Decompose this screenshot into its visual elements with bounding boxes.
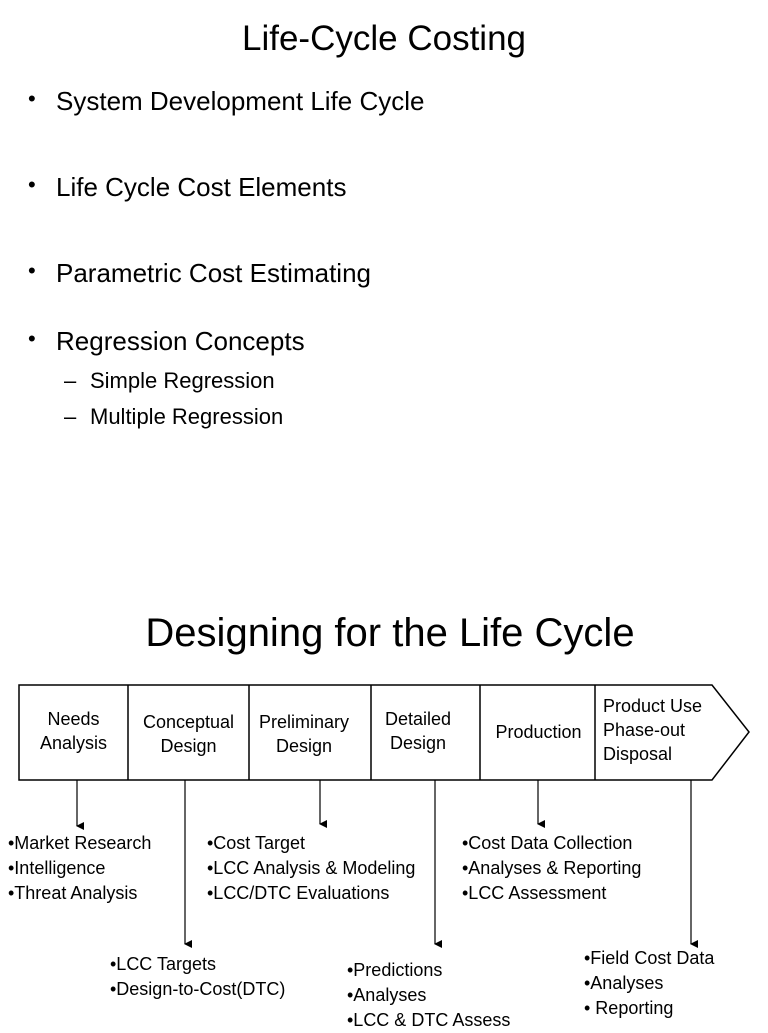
list-item: •Predictions — [347, 960, 443, 980]
list-item: •Field Cost Data — [584, 948, 715, 968]
list-item: •LCC Analysis & Modeling — [207, 858, 416, 878]
sub-bullet-dash: – — [64, 368, 77, 393]
notes-needs-analysis — [8, 831, 151, 906]
bullet-text: Parametric Cost Estimating — [56, 258, 371, 288]
bullet-dot: • — [28, 172, 36, 197]
bullet-dot: • — [28, 326, 36, 351]
list-item: •Analyses — [584, 973, 664, 993]
bullet-dot: • — [28, 258, 36, 283]
list-item: •Cost Target — [207, 833, 306, 853]
phase-preliminary-design: Preliminary Design — [258, 712, 350, 756]
sub-bullet-dash: – — [64, 404, 77, 429]
list-item: •Analyses & Reporting — [462, 858, 642, 878]
notes-conceptual-design — [110, 952, 285, 1002]
phase-production: Production — [495, 722, 582, 742]
slide-1-title: Life-Cycle Costing — [242, 19, 526, 58]
phase-product-use: Product Use Phase-out Disposal — [603, 696, 703, 764]
phase-needs-analysis: Needs Analysis — [39, 709, 108, 753]
list-item: •Analyses — [347, 985, 427, 1005]
phase-detailed-design: Detailed Design — [384, 709, 452, 753]
list-item: •Intelligence — [8, 858, 106, 878]
list-item: •Threat Analysis — [8, 883, 138, 903]
list-item: •LCC & DTC Assess — [347, 1010, 511, 1030]
list-item: •Design-to-Cost(DTC) — [110, 979, 286, 999]
notes-detailed-design — [347, 958, 510, 1033]
bullet-dot: • — [28, 86, 36, 111]
notes-preliminary-design — [207, 831, 415, 906]
list-item: •LCC Targets — [110, 954, 217, 974]
list-item: •Market Research — [8, 833, 152, 853]
list-item: •LCC/DTC Evaluations — [207, 883, 390, 903]
notes-production — [462, 831, 641, 906]
bullet-text: Life Cycle Cost Elements — [56, 172, 347, 202]
list-item: • Reporting — [584, 998, 674, 1018]
sub-bullet-text: Multiple Regression — [90, 404, 284, 429]
bullet-text: Regression Concepts — [56, 326, 305, 356]
phase-conceptual-design: Conceptual Design — [142, 712, 235, 756]
notes-product-use — [584, 946, 714, 1021]
list-item: •Cost Data Collection — [462, 833, 633, 853]
sub-bullet-text: Simple Regression — [90, 368, 275, 393]
bullet-text: System Development Life Cycle — [56, 86, 425, 116]
slide-2-title: Designing for the Life Cycle — [145, 611, 635, 655]
list-item: •LCC Assessment — [462, 883, 607, 903]
